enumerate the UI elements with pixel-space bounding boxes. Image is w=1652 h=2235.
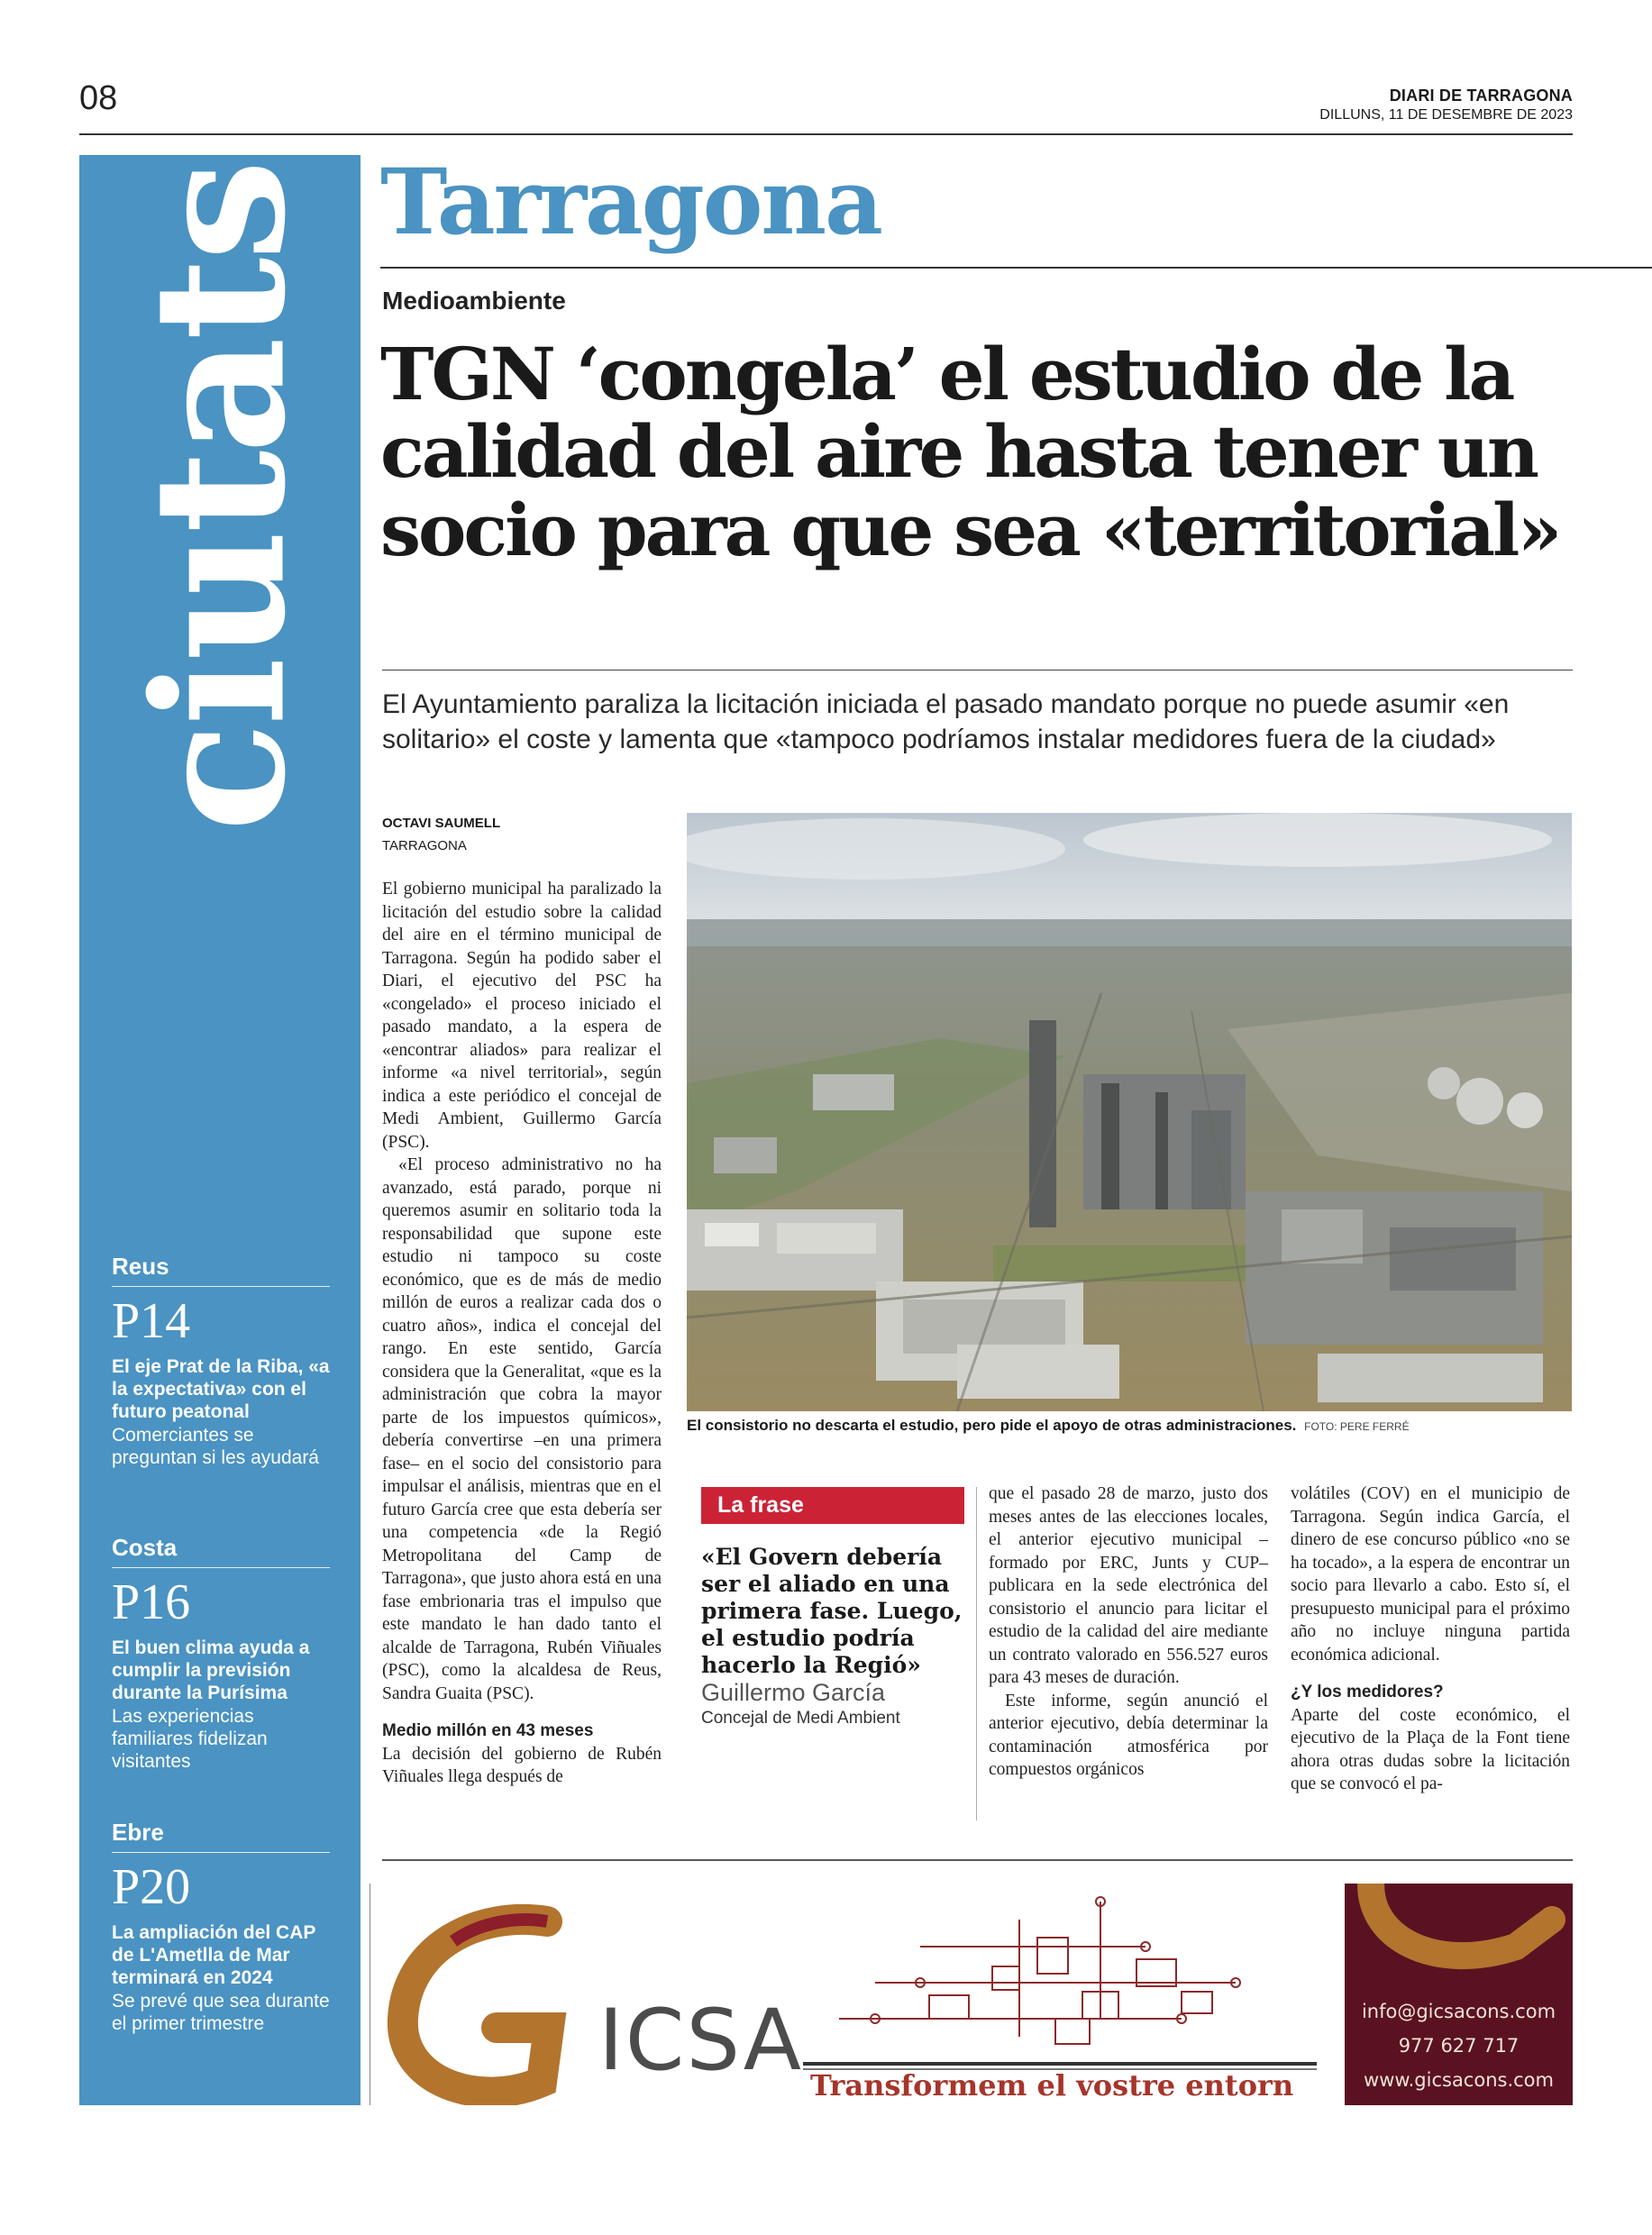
article-column-4 [1291, 1482, 1570, 1796]
article-photo [687, 813, 1572, 1411]
teaser-headline: La ampliación del CAP de L'Ametlla de Mar terminará en 2024 [112, 1922, 316, 1989]
section-word-label: ciutats [114, 162, 326, 833]
photo-caption-text: El consistorio no descarta el estudio, pero pide el apoyo de otras administraciones. [687, 1417, 1297, 1434]
paper-name: DIARI DE TARRAGONA [1389, 87, 1573, 105]
photo-credit: FOTO: PERE FERRÉ [1304, 1420, 1410, 1433]
pull-quote-author: Guillermo García [701, 1679, 886, 1706]
teaser-region: Reus [112, 1253, 330, 1287]
pull-quote-role: Concejal de Medi Ambient [701, 1709, 900, 1728]
article-paragraph: El gobierno municipal ha paralizado la licitación del estudio sobre la calidad del aire en el término municipal de Tarragona. Según ha podido saber el Diari, el ejecutivo del PSC ha «congelado» el proceso iniciado el pasado mandato, a la espera de «encontrar aliados» para realizar el informe «a nivel territorial», según indica a este periódico el concejal de Medi Ambient, Guillermo García (PSC). [382, 880, 662, 1152]
page-number: 08 [79, 79, 118, 117]
ad-contact-panel [1345, 1884, 1573, 2105]
byline [382, 816, 500, 853]
article-paragraph: «El proceso administrativo no ha avanzado, está parado, porque ni queremos asumir en solitario toda la responsabilidad que supone este estudio ni tampoco su coste económico, que es de más de medio millón de euros a realizar cada dos o cuatro años», indica el concejal del rango. En este sentido, García considera que la Generalitat, «que es la administración que cobra la mayor parte de los impuestos químicos», debería convertirse –en una primera fase– en el socio del consistorio para impulsar el análisis, mientras que en el futuro García cree que esta debería ser una competencia «de la Regió Metropolitana del Camp de Tarragona», que justo ahora está en una fase embrionaria tras el impulso que este mandato le han dado tanto el alcalde de Tarragona, Rubén Viñuales (PSC), como la alcaldesa de Reus, Sandra Guaita (PSC). [382, 1155, 662, 1703]
teaser-headline: El buen clima ayuda a cumplir la previsión durante la Purísima [112, 1637, 310, 1704]
ad-email[interactable]: info@gicsacons.com [1361, 2001, 1556, 2022]
article-paragraph: Este informe, según anunció el anterior ejecutivo, debía determinar la contaminación atmosférica por compuestos orgánicos [989, 1691, 1268, 1779]
article-kicker: Medioambiente [382, 287, 566, 315]
header-divider [79, 133, 1573, 135]
issue-date: DILLUNS, 11 DE DESEMBRE DE 2023 [1319, 107, 1573, 123]
article-column-1 [382, 878, 662, 1789]
teaser-sub: Las experiencias familiares fidelizan visitantes [112, 1705, 268, 1772]
section-title: Tarragona [380, 149, 881, 255]
ad-divider [382, 1859, 1573, 1861]
section-divider [380, 267, 1652, 269]
teaser-ebre[interactable] [112, 1819, 330, 2035]
teaser-region: Ebre [112, 1819, 330, 1853]
article-paragraph: que el pasado 28 de marzo, justo dos meses antes de las elecciones locales, el anterior ejecutivo municipal –formado por ERC, Junts y CUP– publicara en la sede electrónica del consistorio el anuncio para licitar el estudio de la calidad del aire mediante un contrato valorado en 556.527 euros para 43 meses de duración. [989, 1484, 1268, 1687]
teaser-region: Costa [112, 1534, 330, 1568]
pull-quote [687, 1487, 966, 1729]
photo-caption [687, 1417, 1572, 1435]
pull-quote-text: «El Govern debería ser el aliado en una primera fase. Luego, el estudio podría hacerlo la Regió» [701, 1544, 963, 1678]
ad-phone[interactable]: 977 627 717 [1398, 2035, 1520, 2057]
byline-author: OCTAVI SAUMELL [382, 816, 501, 831]
article-headline: TGN ‘congela’ el estudio de la calidad del aire hasta tener un socio para que sea «territorial» [380, 332, 1560, 572]
teaser-sub: Se prevé que sea durante el primer trimestre [112, 1990, 330, 2034]
teaser-headline: El eje Prat de la Riba, «a la expectativa» con el futuro peatonal [112, 1356, 330, 1423]
article-standfirst: El Ayuntamiento paraliza la licitación iniciada el pasado mandato porque no puede asumir «en solitario» el coste y lamenta que «tampoco podríamos instalar medidores fuera de la ciudad» [382, 689, 1510, 754]
teaser-page: P16 [112, 1574, 191, 1630]
teaser-costa[interactable] [112, 1534, 330, 1773]
pull-quote-tag: La frase [701, 1487, 964, 1524]
teaser-page: P20 [112, 1859, 191, 1915]
article-subhead: Medio millón en 43 meses [382, 1721, 594, 1740]
ad-slogan: Transformem el vostre entorn [810, 2068, 1294, 2103]
advertisement[interactable] [370, 1884, 1573, 2105]
article-paragraph: Aparte del coste económico, el ejecutivo de la Plaça de la Font tiene ahora otras dudas sobre la licitación que se convocó el pa- [1291, 1705, 1570, 1793]
article-subhead: ¿Y los medidores? [1291, 1683, 1444, 1701]
teaser-reus[interactable] [112, 1253, 330, 1469]
ad-brand-name: ICSA [598, 1992, 804, 2090]
teaser-sub: Comerciantes se preguntan si les ayudará [112, 1424, 319, 1468]
sidebar [79, 155, 361, 2105]
column-divider [976, 1487, 977, 1820]
byline-city: TARRAGONA [382, 838, 467, 853]
ad-banner [370, 1884, 1325, 2105]
masthead [1319, 87, 1573, 123]
article-paragraph: La decisión del gobierno de Rubén Viñuales llega después de [382, 1744, 662, 1786]
ad-website[interactable]: www.gicsacons.com [1364, 2069, 1554, 2091]
article-column-3 [989, 1482, 1268, 1782]
article-paragraph: volátiles (COV) en el municipio de Tarragona. Según indica García, el dinero de ese concurso público «no se ha tocado», a la espera de encontrar un socio para llevarlo a cabo. Esto sí, el presupuesto municipal para el próximo año no incluye ninguna partida económica adicional. [1291, 1484, 1570, 1665]
industrial-aerial-image [687, 813, 1572, 1411]
section-word-vertical [79, 155, 361, 840]
teaser-page: P14 [112, 1293, 191, 1349]
